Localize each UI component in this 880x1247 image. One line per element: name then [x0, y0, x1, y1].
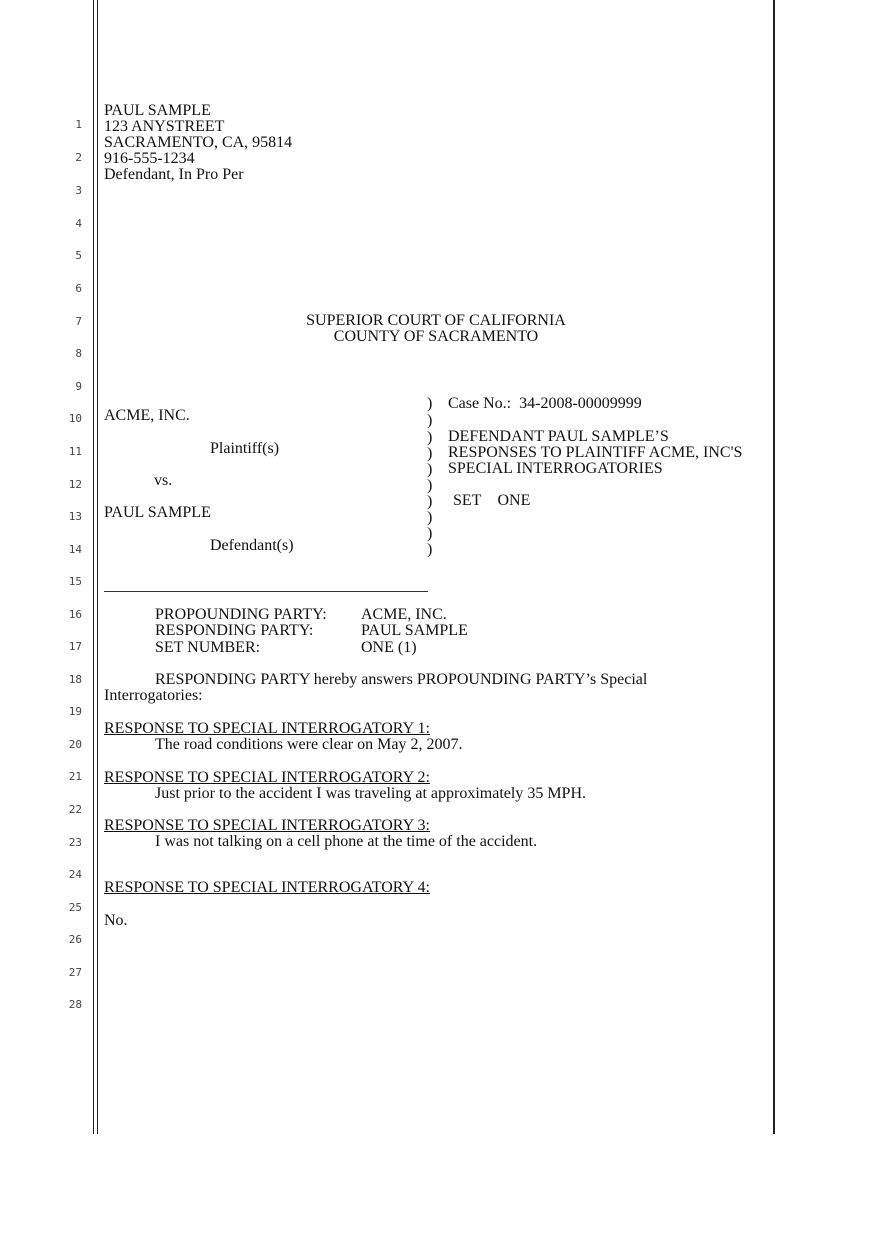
caption-paren: ) [427, 395, 433, 412]
line-number: 7 [75, 315, 82, 328]
caption-divider [104, 591, 428, 592]
set-label: SET [453, 492, 482, 509]
caption-paren: ) [427, 477, 433, 494]
line-number: 4 [75, 217, 82, 230]
intro-line2: Interrogatories: [104, 687, 203, 704]
court-county: COUNTY OF SACRAMENTO [333, 328, 539, 345]
attorney-name: PAUL SAMPLE [104, 102, 211, 119]
line-number: 13 [68, 510, 82, 523]
versus-label: vs. [154, 472, 173, 489]
response-text: I was not talking on a cell phone at the time of the accident. [155, 833, 538, 850]
set-number-value: ONE (1) [361, 639, 417, 656]
line-number: 28 [68, 998, 82, 1011]
attorney-street: 123 ANYSTREET [104, 118, 225, 135]
line-number: 10 [68, 412, 82, 425]
defendant-name: PAUL SAMPLE [104, 504, 211, 521]
line-number: 11 [68, 445, 82, 458]
responding-label: RESPONDING PARTY: [155, 622, 314, 639]
document-title-line2: RESPONSES TO PLAINTIFF ACME, INC'S [448, 444, 743, 461]
line-number: 26 [68, 933, 82, 946]
caption-paren: ) [427, 429, 433, 446]
line-number: 9 [75, 380, 82, 393]
response-text: No. [104, 912, 128, 929]
court-name: SUPERIOR COURT OF CALIFORNIA [306, 312, 566, 329]
response-heading: RESPONSE TO SPECIAL INTERROGATORY 1: [104, 720, 430, 737]
line-number: 15 [68, 575, 82, 588]
case-number-label: Case No.: [448, 395, 512, 412]
left-margin-rule-inner [97, 0, 98, 1134]
document-title-line1: DEFENDANT PAUL SAMPLE’S [448, 428, 669, 445]
right-margin-rule [773, 0, 775, 1134]
line-number: 12 [68, 478, 82, 491]
response-heading: RESPONSE TO SPECIAL INTERROGATORY 4: [104, 879, 430, 896]
line-number: 21 [68, 770, 82, 783]
attorney-city: SACRAMENTO, CA, 95814 [104, 134, 293, 151]
line-number: 16 [68, 608, 82, 621]
responding-value: PAUL SAMPLE [361, 622, 468, 639]
line-number: 14 [68, 543, 82, 556]
set-line [453, 493, 530, 509]
line-number: 19 [68, 705, 82, 718]
case-number: 34-2008-00009999 [519, 395, 642, 412]
response-heading: RESPONSE TO SPECIAL INTERROGATORY 3: [104, 817, 430, 834]
case-number-line [448, 396, 642, 412]
line-number: 8 [75, 347, 82, 360]
caption-paren: ) [427, 493, 433, 510]
propounding-value: ACME, INC. [361, 606, 447, 623]
caption-paren: ) [427, 461, 433, 478]
response-text: Just prior to the accident I was traveling at approximately 35 MPH. [155, 785, 587, 802]
propounding-label: PROPOUNDING PARTY: [155, 606, 327, 623]
left-margin-rule-outer [93, 0, 94, 1134]
line-number: 5 [75, 249, 82, 262]
plaintiff-label: Plaintiff(s) [210, 440, 280, 457]
line-number: 25 [68, 901, 82, 914]
defendant-label: Defendant(s) [210, 537, 294, 554]
line-number: 24 [68, 868, 82, 881]
line-number: 27 [68, 966, 82, 979]
caption-paren: ) [427, 525, 433, 542]
line-number: 3 [75, 184, 82, 197]
caption-paren: ) [427, 445, 433, 462]
attorney-role: Defendant, In Pro Per [104, 166, 244, 183]
line-number: 2 [75, 151, 82, 164]
document-title-line3: SPECIAL INTERROGATORIES [448, 460, 663, 477]
attorney-phone: 916-555-1234 [104, 150, 195, 167]
response-text: The road conditions were clear on May 2, 2007. [155, 736, 463, 753]
line-number: 6 [75, 282, 82, 295]
response-heading: RESPONSE TO SPECIAL INTERROGATORY 2: [104, 769, 430, 786]
line-number: 17 [68, 640, 82, 653]
line-number: 22 [68, 803, 82, 816]
caption-paren: ) [427, 509, 433, 526]
intro-line1: RESPONDING PARTY hereby answers PROPOUNDING PARTY’s Special [155, 671, 648, 688]
set-value: ONE [497, 492, 531, 509]
set-number-label: SET NUMBER: [155, 639, 261, 656]
line-number: 18 [68, 673, 82, 686]
plaintiff-name: ACME, INC. [104, 407, 190, 424]
line-number: 23 [68, 836, 82, 849]
line-number: 1 [75, 118, 82, 131]
caption-paren: ) [427, 541, 433, 558]
caption-paren: ) [427, 412, 433, 429]
line-number: 20 [68, 738, 82, 751]
